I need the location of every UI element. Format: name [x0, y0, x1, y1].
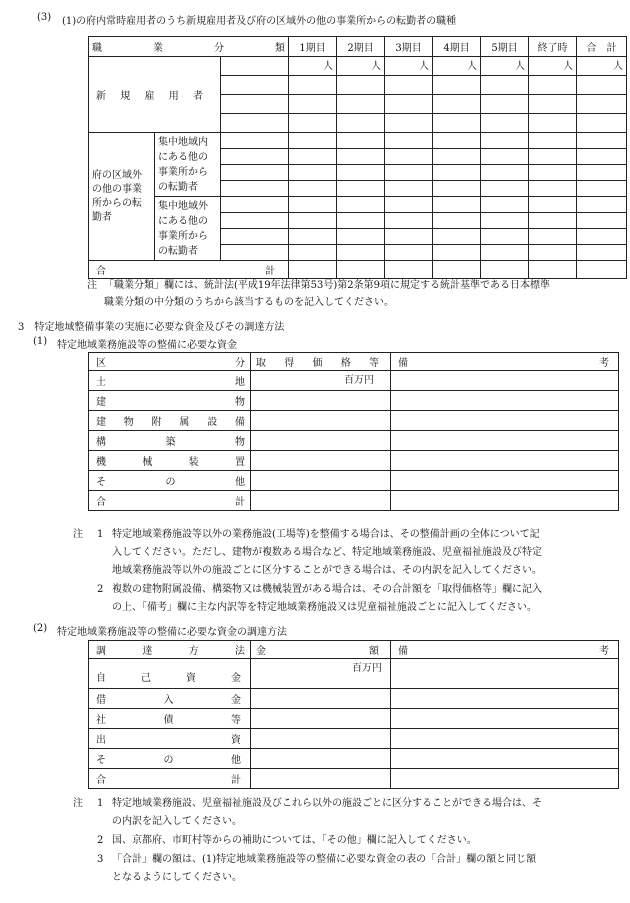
p1-note2-line: 複数の建物附属設備、構築物又は機械装置がある場合は、その合計額を「取得価格等」欄に記入	[112, 584, 542, 595]
biko-cell[interactable]	[391, 659, 619, 689]
amount-cell[interactable]	[251, 749, 391, 769]
header-period-2: 2期目	[337, 37, 385, 57]
header-kingaku: 金 額	[251, 641, 391, 659]
p2-note1-mark: 注	[73, 798, 83, 809]
row-machinery: 機 械 装 置	[89, 451, 251, 471]
row-other: そ の 他	[89, 749, 251, 769]
p1-note2-num: 2	[97, 584, 104, 595]
header-period-5: 5期目	[481, 37, 529, 57]
biko-cell[interactable]	[391, 471, 619, 491]
job-cell[interactable]	[221, 197, 289, 213]
header-kubun: 区 分	[89, 353, 251, 371]
unit-label: 人	[529, 57, 577, 76]
job-cell[interactable]	[221, 245, 289, 261]
biko-cell[interactable]	[391, 729, 619, 749]
job-cell[interactable]	[221, 213, 289, 229]
p2-note1-line: 特定地域業務施設、児童福祉施設及びこれら以外の施設ごとに区分することができる場合は、そ	[112, 798, 542, 809]
unit-label: 人	[481, 57, 529, 76]
job-cell[interactable]	[221, 114, 289, 133]
part1-number: (1)	[33, 336, 48, 347]
biko-cell[interactable]	[391, 709, 619, 729]
p1-note1-mark: 注	[73, 529, 83, 540]
biko-cell[interactable]	[391, 769, 619, 789]
job-cell[interactable]	[221, 165, 289, 181]
biko-cell[interactable]	[391, 431, 619, 451]
label-shuchu-gaibu: 集中地域外 にある他の 事業所から の転勤者	[155, 197, 221, 261]
p2-note2-num: 2	[97, 835, 104, 846]
biko-cell[interactable]	[391, 749, 619, 769]
biko-cell[interactable]	[391, 391, 619, 411]
job-cell[interactable]	[221, 95, 289, 114]
p1-note2-line: の上、「備考」欄に主な内訳等を特定地域業務施設又は児童福祉施設ごとに記入してください。	[112, 602, 537, 613]
amount-cell[interactable]	[251, 411, 391, 431]
label-shuchu-naibu: 集中地域内 にある他の 事業所から の転勤者	[155, 133, 221, 197]
unit-label: 人	[577, 57, 627, 76]
amount-cell[interactable]	[251, 431, 391, 451]
p2-note1-line: の内訳を記入してください。	[112, 816, 242, 827]
amount-cell[interactable]	[251, 709, 391, 729]
row-structures: 構 築 物	[89, 431, 251, 451]
unit-label: 人	[433, 57, 481, 76]
biko-cell[interactable]	[391, 411, 619, 431]
s3-note-line1: 「職業分類」欄には、統計法(平成19年法律第53号)第2条第9項に規定する統計基準である日本標準	[104, 280, 550, 291]
unit-label: 人	[337, 57, 385, 76]
job-category-table	[88, 36, 627, 279]
row-bonds: 社 債 等	[89, 709, 251, 729]
biko-cell[interactable]	[391, 451, 619, 471]
amount-cell[interactable]	[251, 391, 391, 411]
p1-note1-num: 1	[97, 529, 104, 540]
amount-cell[interactable]	[251, 729, 391, 749]
label-fu-kuikigai: 府の区域外 の他の事業 所からの転 勤者	[89, 133, 155, 261]
amount-cell[interactable]	[251, 471, 391, 491]
unit-label: 人	[289, 57, 337, 76]
facility-funds-table	[88, 352, 619, 511]
row-building: 建 物	[89, 391, 251, 411]
s3-note-line2: 職業分類の中分類のうちから該当するものを記入してください。	[104, 297, 394, 308]
header-shokugyo-bunrui: 職 業 分 類	[89, 37, 289, 57]
p2-note3-line: となるようにしてください。	[112, 872, 242, 883]
biko-cell[interactable]	[391, 689, 619, 709]
part1-title: 特定地域業務施設等の整備に必要な資金	[57, 340, 237, 351]
job-cell[interactable]	[221, 76, 289, 95]
header-shutoku-kakaku: 取 得 価 格 等	[251, 353, 391, 371]
job-cell[interactable]	[221, 229, 289, 245]
biko-cell[interactable]	[391, 371, 619, 391]
funding-method-table	[88, 640, 619, 789]
amount-cell[interactable]	[251, 689, 391, 709]
s3-note-mark: 注	[87, 280, 97, 291]
job-cell[interactable]	[221, 149, 289, 165]
job-cell[interactable]	[221, 57, 289, 76]
row-land: 土 地	[89, 371, 251, 391]
header-biko: 備 考	[391, 641, 619, 659]
part2-title: 特定地域業務施設等の整備に必要な資金の調達方法	[57, 627, 287, 638]
section3-title: (1)の府内常時雇用者のうち新規雇用者及び府の区域外の他の事業所からの転勤者の職種	[62, 16, 457, 27]
p1-note1-line: 入してください。ただし、建物が複数ある場合など、特定地域業務施設、児童福祉施設及び特定	[112, 547, 542, 558]
header-period-3: 3期目	[385, 37, 433, 57]
row-building-equipment: 建 物 附 属 設 備	[89, 411, 251, 431]
header-period-4: 4期目	[433, 37, 481, 57]
header-period-end: 終了時	[529, 37, 577, 57]
section3-number: (3)	[37, 12, 52, 23]
job-cell[interactable]	[221, 133, 289, 149]
job-cell[interactable]	[221, 181, 289, 197]
p2-note1-num: 1	[97, 798, 104, 809]
unit-million-yen: 百万円	[251, 371, 391, 391]
header-biko: 備 考	[391, 353, 619, 371]
p2-note3-num: 3	[97, 854, 104, 865]
row-total: 合 計	[89, 491, 251, 511]
unit-label: 人	[385, 57, 433, 76]
row-investment: 出 資	[89, 729, 251, 749]
amount-cell[interactable]	[251, 491, 391, 511]
row-own-funds: 自 己 資 金	[89, 659, 251, 689]
row-loans: 借 入 金	[89, 689, 251, 709]
p2-note3-line: 「合計」欄の額は、(1)特定地域業務施設等の整備に必要な資金の表の「合計」欄の額と同じ額	[112, 854, 537, 865]
row-total: 合 計	[89, 769, 251, 789]
row-other: そ の 他	[89, 471, 251, 491]
part2-number: (2)	[33, 623, 48, 634]
unit-million-yen: 百万円	[251, 659, 391, 689]
header-total: 合 計	[577, 37, 627, 57]
p1-note1-line: 特定地域業務施設等以外の業務施設(工場等)を整備する場合は、その整備計画の全体について記	[112, 529, 540, 540]
total-label: 合 計	[89, 261, 289, 279]
header-period-1: 1期目	[289, 37, 337, 57]
p1-note1-line: 地域業務施設等以外の施設ごとに区分することができる場合は、その内訳を記入してください。	[112, 565, 542, 576]
label-shinki-koyousha: 新 規 雇 用 者	[89, 57, 221, 133]
section-3-title: 3 特定地域整備事業の実施に必要な資金及びその調達方法	[18, 322, 285, 333]
header-chotatsu-hoho: 調 達 方 法	[89, 641, 251, 659]
biko-cell[interactable]	[391, 491, 619, 511]
amount-cell[interactable]	[251, 451, 391, 471]
amount-cell[interactable]	[251, 769, 391, 789]
p2-note2-line: 国、京都府、市町村等からの補助については、「その他」欄に記入してください。	[112, 835, 477, 846]
